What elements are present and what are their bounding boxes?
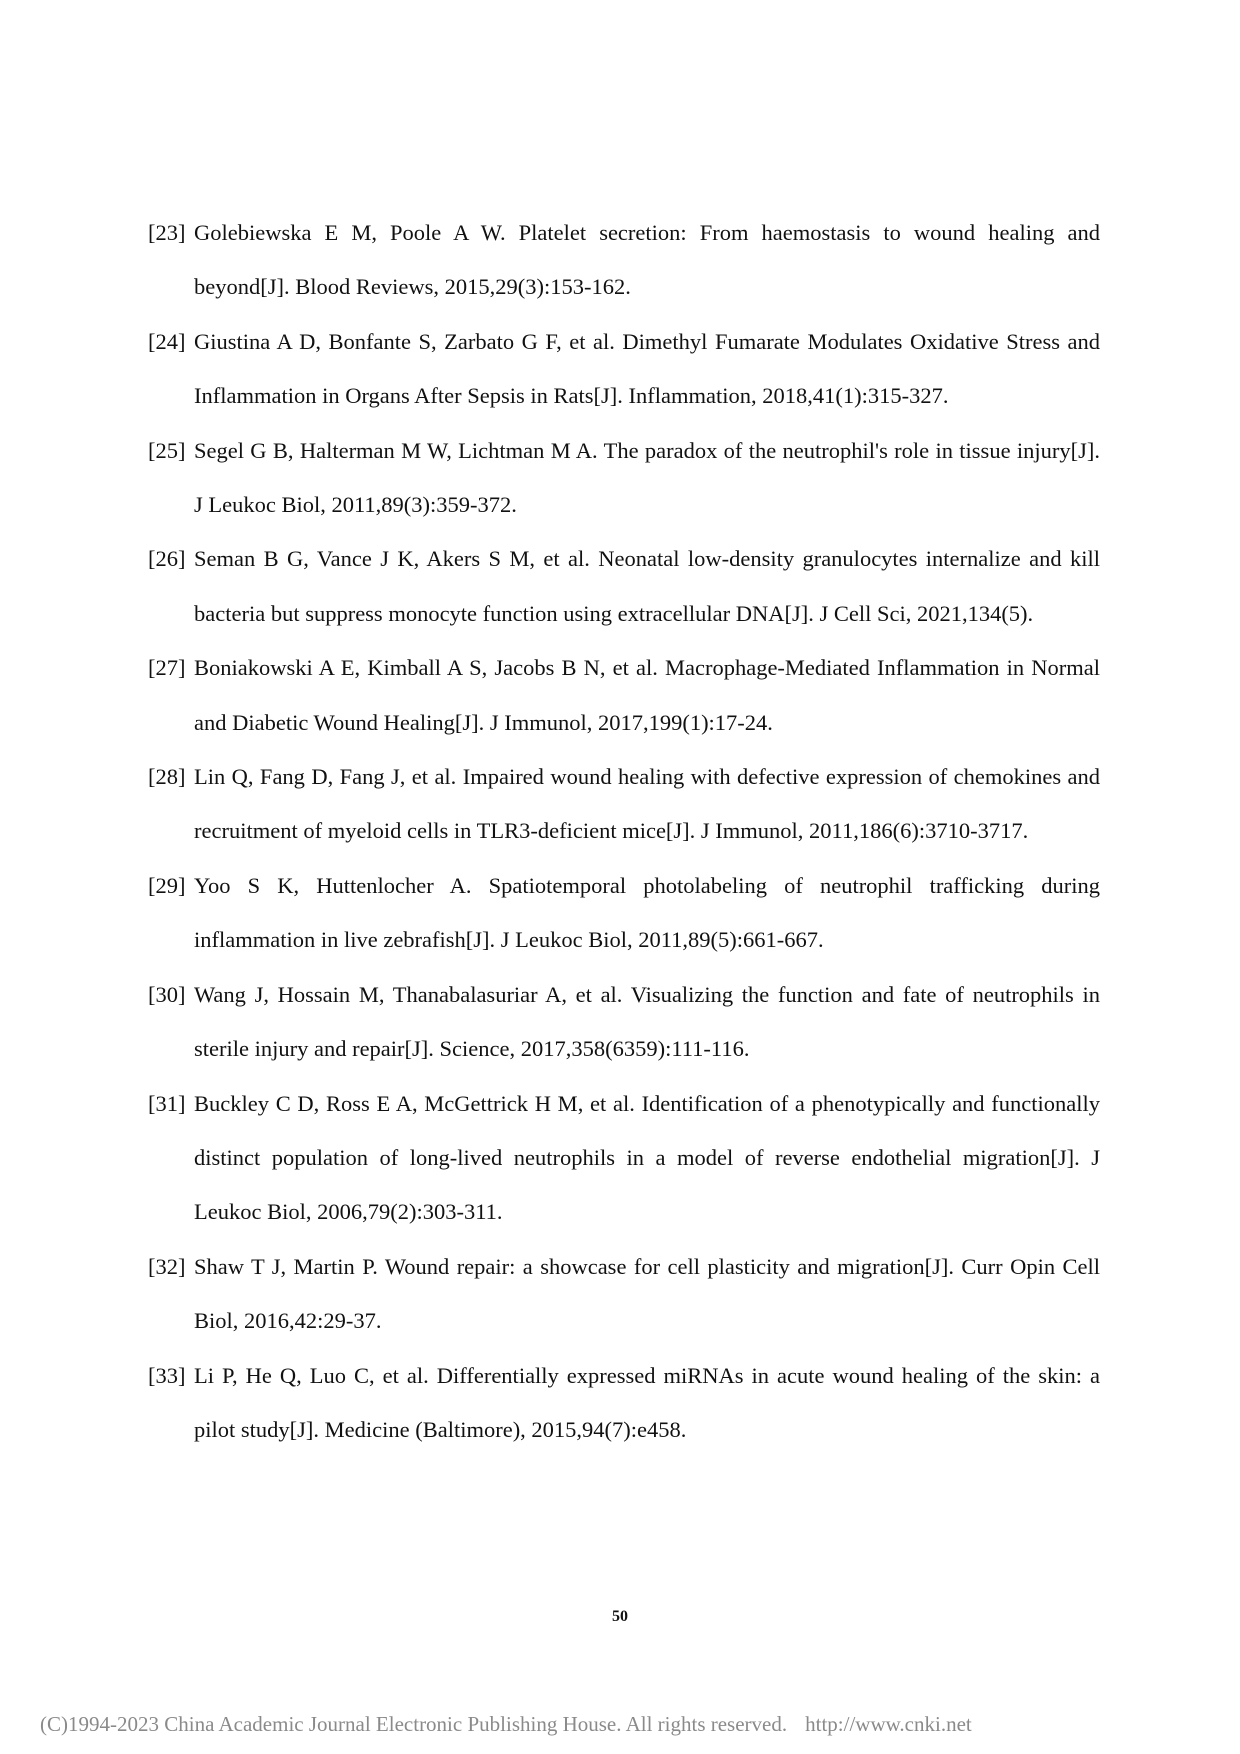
reference-item	[148, 968, 1100, 1077]
reference-item	[148, 750, 1100, 859]
reference-item	[148, 1077, 1100, 1240]
reference-number: [26]	[148, 546, 186, 572]
reference-number: [29]	[148, 872, 186, 898]
reference-text: Shaw T J, Martin P. Wound repair: a showcase for cell plasticity and migration[J]. Curr Opin Cell Biol, 2016,42:29-37.	[194, 1253, 1100, 1334]
reference-text: Li P, He Q, Luo C, et al. Differentially expressed miRNAs in acute wound healing of the skin: a pilot study[J]. Medicine (Baltimore), 2015,94(7):e458.	[194, 1362, 1100, 1442]
reference-number: [31]	[148, 1090, 186, 1116]
reference-list	[148, 206, 1100, 1457]
footer-url-link[interactable]: http://www.cnki.net	[805, 1712, 972, 1736]
reference-number: [28]	[148, 764, 186, 790]
reference-text: Buckley C D, Ross E A, McGettrick H M, et al. Identification of a phenotypically and functionally distinct population of long-lived neutrophils in a model of reverse endothelial migration[J]. J Leukoc Biol, 2006,79(2):303-311.	[194, 1090, 1100, 1225]
reference-item	[148, 532, 1100, 641]
page-number: 50	[612, 1608, 628, 1625]
reference-text: Boniakowski A E, Kimball A S, Jacobs B N, et al. Macrophage-Mediated Inflammation in Normal and Diabetic Wound Healing[J]. J Immunol, 2017,199(1):17-24.	[194, 655, 1100, 735]
reference-number: [30]	[148, 981, 186, 1007]
reference-item	[148, 315, 1100, 424]
reference-item	[148, 1240, 1100, 1349]
reference-number: [23]	[148, 220, 186, 245]
reference-item	[148, 424, 1100, 533]
reference-text: Golebiewska E M, Poole A W. Platelet secretion: From haemostasis to wound healing and beyond[J]. Blood Reviews, 2015,29(3):153-162.	[194, 220, 1100, 300]
reference-text: Lin Q, Fang D, Fang J, et al. Impaired wound healing with defective expression of chemokines and recruitment of myeloid cells in TLR3-deficient mice[J]. J Immunol, 2011,186(6):3710-3717.	[194, 764, 1100, 844]
reference-text: Wang J, Hossain M, Thanabalasuriar A, et al. Visualizing the function and fate of neutrophils in sterile injury and repair[J]. Science, 2017,358(6359):111-116.	[194, 981, 1100, 1062]
copyright-text: (C)1994-2023 China Academic Journal Electronic Publishing House. All rights reserved.	[40, 1712, 788, 1736]
reference-item	[148, 641, 1100, 750]
reference-number: [33]	[148, 1362, 186, 1388]
reference-item	[148, 206, 1100, 315]
reference-item	[148, 859, 1100, 968]
reference-text: Segel G B, Halterman M W, Lichtman M A. The paradox of the neutrophil's role in tissue injury[J]. J Leukoc Biol, 2011,89(3):359-372.	[194, 437, 1100, 518]
reference-text: Yoo S K, Huttenlocher A. Spatiotemporal photolabeling of neutrophil trafficking during inflammation in live zebrafish[J]. J Leukoc Biol, 2011,89(5):661-667.	[194, 872, 1100, 953]
reference-text: Giustina A D, Bonfante S, Zarbato G F, et al. Dimethyl Fumarate Modulates Oxidative Stress and Inflammation in Organs After Sepsis in Rats[J]. Inflammation, 2018,41(1):315-327.	[194, 328, 1100, 409]
reference-number: [27]	[148, 655, 186, 681]
copyright-footer	[40, 1712, 972, 1737]
reference-number: [24]	[148, 328, 186, 354]
reference-text: Seman B G, Vance J K, Akers S M, et al. Neonatal low-density granulocytes internalize and kill bacteria but suppress monocyte function using extracellular DNA[J]. J Cell Sci, 2021,134(5).	[194, 546, 1100, 626]
reference-number: [32]	[148, 1253, 186, 1279]
reference-number: [25]	[148, 437, 186, 463]
reference-item	[148, 1349, 1100, 1458]
